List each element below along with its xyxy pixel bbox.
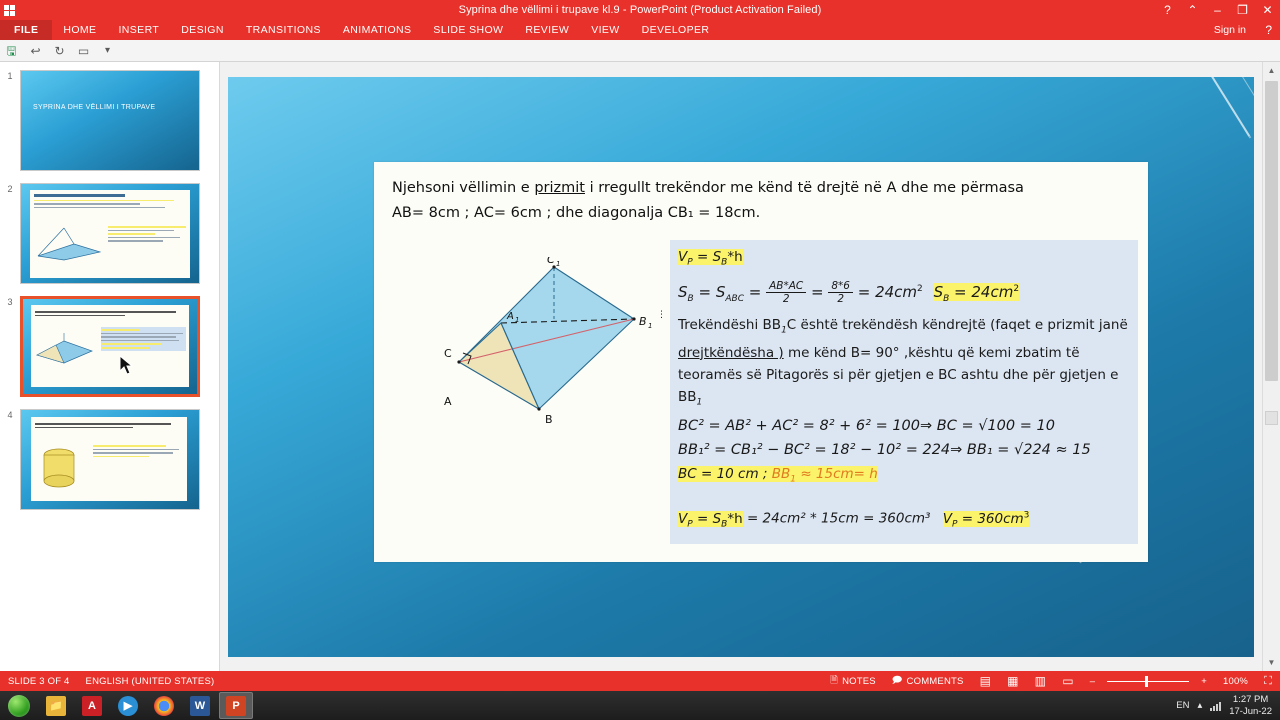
para-part-a: Trekëndëshi BB	[678, 317, 782, 334]
fraction-ab-ac	[766, 280, 806, 305]
thumbnail-slide-4[interactable]	[0, 409, 219, 510]
svg-text:B: B	[639, 314, 647, 328]
notes-button[interactable]	[822, 671, 884, 691]
show-hidden-icons-icon[interactable]: ▴	[1197, 700, 1203, 711]
thumbnail-image[interactable]	[20, 409, 200, 510]
workspace	[0, 62, 1280, 671]
clock-date: 17-Jun-22	[1229, 705, 1272, 717]
tab-design[interactable]: DESIGN	[181, 24, 224, 36]
para-subscript-2: 1	[696, 397, 703, 408]
title-bar	[0, 0, 1280, 20]
view-normal-button[interactable]: ▤	[979, 674, 992, 688]
taskbar-item-chrome[interactable]	[147, 692, 181, 719]
fraction-denominator: 2	[837, 293, 845, 306]
zoom-slider[interactable]	[1103, 671, 1193, 691]
solution-panel	[670, 240, 1138, 544]
final-volume-line	[678, 503, 1130, 536]
explanation-paragraph	[678, 314, 1130, 413]
help-icon[interactable]: ?	[1265, 23, 1272, 37]
bb1-result-value: ≈ 15cm= h	[796, 465, 878, 482]
view-slideshow-button[interactable]: ▭	[1062, 674, 1074, 688]
thumbnail-number: 1	[7, 71, 13, 81]
vertical-scrollbar[interactable]	[1262, 62, 1280, 671]
equals-1: =	[743, 283, 767, 302]
save-icon[interactable]: 🖫	[6, 43, 17, 58]
times-h-final: *h	[727, 510, 743, 527]
volume-result-exponent: 3	[1023, 510, 1030, 521]
comments-button[interactable]	[884, 671, 972, 691]
para-part-b: C është trekëndësh këndrejtë (faqet e prizmit janë	[786, 317, 1128, 334]
powerpoint-icon: P	[226, 696, 246, 716]
thumbnail-number: 2	[7, 184, 13, 194]
start-slideshow-icon[interactable]: ▭	[77, 43, 90, 58]
zoom-out-button[interactable]: –	[1089, 675, 1096, 687]
window-title: Syprina dhe vëllimi i trupave kl.9 - PowerPoint (Product Activation Failed)	[458, 4, 822, 16]
clock[interactable]	[1229, 694, 1272, 718]
bb1-result-symbol: BB	[771, 465, 791, 482]
zoom-level[interactable]: 100%	[1222, 675, 1249, 687]
sabc-label: = S	[693, 283, 726, 302]
taskbar-item-word[interactable]	[183, 692, 217, 719]
svg-text:1: 1	[515, 315, 520, 324]
ribbon-display-options-button[interactable]: ⌃	[1187, 3, 1198, 17]
results-line	[678, 462, 1130, 492]
redo-icon[interactable]: ↻	[54, 43, 65, 58]
window-controls	[1155, 0, 1280, 20]
sign-in-link[interactable]: Sign in	[1213, 24, 1246, 36]
thumbnail-slide-1[interactable]	[0, 70, 219, 171]
tab-review[interactable]: REVIEW	[525, 24, 570, 36]
svg-text:C: C	[547, 256, 555, 266]
tab-insert[interactable]: INSERT	[118, 24, 160, 36]
taskbar-item-powerpoint[interactable]	[219, 692, 253, 719]
chrome-icon	[154, 696, 174, 716]
maximize-button[interactable]: ❐	[1237, 3, 1248, 17]
close-button[interactable]: ✕	[1255, 0, 1280, 20]
svg-text:A: A	[444, 394, 452, 408]
slide-canvas-area	[220, 62, 1262, 671]
fraction-numerator: AB*AC	[766, 280, 806, 293]
taskbar-item-adobe-reader[interactable]	[75, 692, 109, 719]
sb-result-sub: B	[943, 294, 950, 305]
sb-value-exponent: 2	[917, 284, 923, 295]
current-slide[interactable]	[228, 77, 1254, 657]
sb-label: S	[678, 283, 688, 302]
prompt-underlined-word: prizmit	[534, 179, 585, 196]
svg-text:⋮: ⋮	[657, 309, 666, 320]
sb-final-sub: B	[721, 519, 728, 530]
vp-final-symbol: V	[678, 510, 688, 527]
tab-transitions[interactable]: TRANSITIONS	[245, 24, 321, 36]
scroll-up-arrow[interactable]: ▲	[1263, 62, 1280, 79]
thumbnail-image[interactable]	[20, 183, 200, 284]
status-bar	[0, 671, 1280, 691]
tab-home[interactable]: HOME	[63, 24, 97, 36]
thumbnail-image[interactable]	[20, 70, 200, 171]
language-tray[interactable]: EN	[1176, 700, 1190, 711]
vp-final-sub: P	[687, 519, 693, 530]
sb-subscript: B	[721, 257, 728, 268]
para-part-c: me kënd B= 90° ,kështu që kemi zbatim të teoramës së Pitagorës si për gjetjen e BC ashtu dhe për gjetjen e BB	[678, 344, 1119, 405]
quick-access-toolbar	[0, 40, 1280, 62]
comments-label: COMMENTS	[906, 675, 964, 687]
fit-slide-button[interactable]: ⛶	[1264, 674, 1272, 687]
sb-value: = 24cm	[852, 283, 918, 302]
vp-subscript: P	[687, 257, 693, 268]
sb-label-sub: B	[687, 294, 694, 305]
volume-result-symbol: V	[942, 510, 952, 527]
zoom-in-button[interactable]: +	[1201, 675, 1207, 687]
formula-line-2	[678, 274, 1130, 314]
minimize-button[interactable]: –	[1214, 3, 1221, 17]
undo-icon[interactable]: ↩	[30, 43, 41, 58]
svg-text:1: 1	[648, 321, 653, 330]
tab-slide-show[interactable]: SLIDE SHOW	[433, 24, 504, 36]
prompt-text-a: Njehsoni vëllimin e	[392, 179, 535, 196]
vp-symbol: V	[678, 248, 688, 265]
equals-2: =	[806, 283, 829, 302]
formula-line-bb1: BB₁² = CB₁² − BC² = 18² − 10² = 224⇒ BB₁ = √224 ≈ 15	[678, 441, 1091, 458]
bb1-result-sub: 1	[790, 474, 797, 485]
sb-result-value: = 24cm	[949, 283, 1014, 302]
slide-thumbnail-pane[interactable]	[0, 62, 220, 671]
notes-label: NOTES	[842, 675, 876, 687]
bc-result: BC = 10 cm ;	[678, 465, 772, 482]
times-h: *h	[727, 248, 743, 265]
fraction-numerator: 8*6	[828, 280, 853, 293]
taskbar	[0, 691, 1280, 720]
svg-text:1: 1	[556, 259, 561, 268]
sb-symbol: = S	[692, 248, 722, 265]
svg-text:A: A	[507, 310, 514, 322]
formula-line-bc: BC² = AB² + AC² = 8² + 6² = 100⇒ BC = √100 = 10	[678, 417, 1055, 434]
ribbon-tab-bar	[0, 20, 1280, 40]
taskbar-item-file-explorer[interactable]	[39, 692, 73, 719]
thumbnail-number: 4	[7, 410, 13, 420]
taskbar-item-media-player[interactable]	[111, 692, 145, 719]
para-subscript-1: 1	[781, 325, 787, 336]
fraction-8-6	[828, 280, 853, 305]
scrollbar-splitter[interactable]	[1265, 411, 1278, 425]
para-underlined: drejtkëndësha )	[678, 344, 784, 361]
help-button[interactable]: ?	[1164, 3, 1171, 17]
tab-developer[interactable]: DEVELOPER	[641, 24, 710, 36]
scroll-down-arrow[interactable]: ▼	[1263, 654, 1280, 671]
start-button[interactable]	[0, 691, 38, 720]
network-icon[interactable]	[1210, 700, 1221, 711]
view-reading-button[interactable]: ▥	[1034, 674, 1047, 688]
prompt-line-2: AB= 8cm ; AC= 6cm ; dhe diagonalja CB₁ = 18cm.	[392, 204, 761, 221]
play-icon: ▶	[118, 696, 138, 716]
prompt-text-b: i rregullt trekëndor me kënd të drejtë në A dhe me përmasa	[584, 179, 1024, 196]
sb-result-symbol: S	[933, 283, 944, 302]
sabc-sub: ABC	[725, 294, 744, 305]
comment-icon: 🗩	[891, 675, 903, 686]
tab-file[interactable]: FILE	[0, 20, 52, 40]
formula-line-1	[678, 245, 1130, 275]
tab-animations[interactable]: ANIMATIONS	[342, 24, 412, 36]
scrollbar-thumb[interactable]	[1265, 81, 1278, 381]
volume-result-sub: P	[952, 519, 958, 530]
sb-result-exponent: 2	[1013, 284, 1020, 295]
view-slide-sorter-button[interactable]: ▦	[1007, 674, 1019, 688]
customize-qat-icon[interactable]: ▾	[104, 44, 111, 56]
volume-result-value: = 360cm	[957, 510, 1024, 527]
volume-computation: = 24cm² * 15cm = 360cm³	[742, 510, 931, 527]
system-tray	[1176, 694, 1280, 718]
thumbnail-image[interactable]	[20, 296, 200, 397]
clock-time: 1:27 PM	[1232, 693, 1269, 705]
notes-icon: 🗎	[830, 675, 839, 686]
language-indicator[interactable]: ENGLISH (UNITED STATES)	[85, 675, 215, 687]
thumbnail-slide-2[interactable]	[0, 183, 219, 284]
tab-view[interactable]: VIEW	[591, 24, 620, 36]
thumbnail-title: SYPRINA DHE VËLLIMI I TRUPAVE	[33, 104, 156, 111]
folder-icon: 📁	[46, 696, 66, 716]
problem-statement	[392, 176, 1134, 226]
thumbnail-number: 3	[7, 297, 13, 307]
slide-content-card	[374, 162, 1148, 562]
sb-final-symbol: = S	[692, 510, 722, 527]
thumbnail-slide-3[interactable]	[0, 296, 219, 397]
svg-text:C: C	[444, 346, 452, 360]
word-icon: W	[190, 696, 210, 716]
fraction-denominator: 2	[782, 293, 790, 306]
svg-text:B: B	[545, 412, 553, 426]
adobe-icon: A	[82, 696, 102, 716]
slide-counter[interactable]: SLIDE 3 OF 4	[8, 675, 70, 687]
